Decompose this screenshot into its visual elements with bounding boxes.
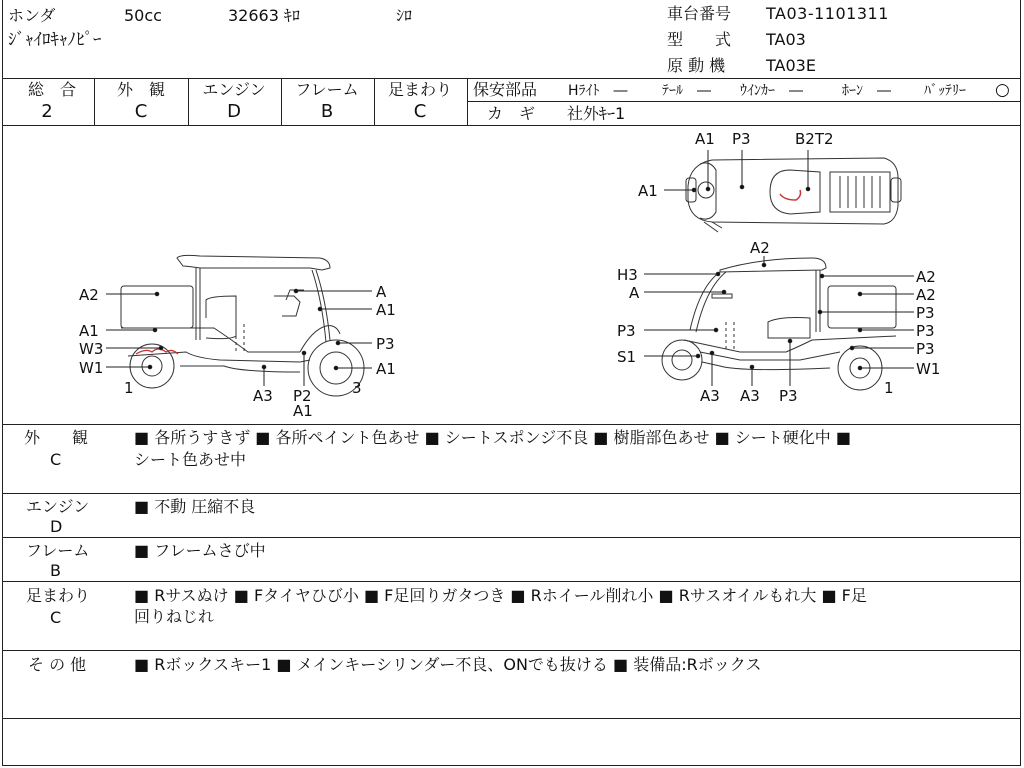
model-name: ｼﾞｬｲﾛｷｬﾉﾋﾟｰ	[8, 30, 102, 50]
remark-text-suspension-2: 回りねじれ	[134, 607, 215, 626]
grade-sep-3	[281, 78, 282, 125]
engine-value: TA03E	[766, 56, 816, 75]
mileage: 32663 ｷﾛ	[228, 6, 300, 25]
callout-right-p3-bottom: P3	[779, 387, 798, 405]
remark-label-suspension: 足まわり	[26, 586, 91, 605]
callout-right-a3-2: A3	[740, 387, 760, 405]
callout-right-p3-3: P3	[916, 340, 935, 358]
damage-diagram	[0, 126, 1024, 424]
callout-top-p3: P3	[732, 130, 751, 148]
left-side-view	[121, 255, 364, 396]
callout-left-a1-wheel: A1	[376, 360, 396, 378]
grade-label-engine: エンジン	[202, 80, 266, 99]
maker: ホンダ	[8, 6, 56, 25]
type-label: 型 式	[667, 30, 732, 49]
callout-left-1: 1	[124, 379, 134, 397]
callout-right-a3-1: A3	[700, 387, 720, 405]
remarks-line-4	[2, 650, 1021, 651]
callout-left-a1: A1	[79, 322, 99, 340]
remarks-line-5	[2, 718, 1021, 719]
right-view-callouts	[644, 256, 914, 386]
safety-headlight: Hﾗｲﾄ ―	[568, 83, 628, 99]
callout-right-p3-2: P3	[916, 322, 935, 340]
grade-value-suspension: C	[413, 101, 427, 122]
remark-text-suspension-1: ■ Rサスぬけ ■ Fタイヤひび小 ■ F足回りガタつき ■ Rホイール削れ小 ■ Rサスオイルもれ大 ■ F足	[134, 586, 867, 605]
callout-left-w3: W3	[79, 340, 104, 358]
right-side-view	[662, 258, 896, 390]
frame-no: TA03-1101311	[766, 4, 889, 23]
remark-text-other: ■ Rボックスキー1 ■ メインキーシリンダー不良、ONでも抜ける ■ 装備品:Rボックス	[134, 655, 762, 674]
safety-winker: ｳｲﾝｶｰ ―	[740, 83, 803, 99]
callout-left-p3: P3	[376, 335, 395, 353]
callout-right-s1: S1	[617, 348, 637, 366]
grade-value-exterior: C	[134, 101, 148, 122]
remark-grade-frame: B	[50, 561, 61, 580]
remarks-line-1	[2, 493, 1021, 494]
callout-right-h3: H3	[617, 266, 638, 284]
safety-divider	[467, 101, 1021, 102]
key-value: 社外ｷｰ1	[567, 104, 626, 123]
callout-right-a2-2: A2	[916, 286, 936, 304]
remark-text-engine: ■ 不動 圧縮不良	[134, 497, 256, 516]
callout-right-1: 1	[884, 379, 894, 397]
callout-left-a1-bottom: A1	[293, 402, 313, 420]
callout-left-a: A	[376, 283, 387, 301]
callout-top-a1-left: A1	[638, 182, 658, 200]
grade-label-exterior: 外 観	[116, 80, 165, 99]
safety-label: 保安部品	[473, 80, 538, 99]
safety-taillight: ﾃｰﾙ ―	[662, 83, 711, 99]
grade-label-suspension: 足まわり	[387, 80, 452, 99]
callout-right-w1: W1	[916, 360, 941, 378]
remark-label-engine: エンジン	[26, 497, 90, 516]
grade-label-overall: 総 合	[27, 80, 76, 99]
remark-label-exterior: 外 観	[24, 428, 89, 447]
callout-right-p3: P3	[617, 322, 636, 340]
safety-horn: ﾎｰﾝ ―	[842, 83, 891, 99]
remark-grade-exterior: C	[50, 450, 62, 469]
frame-no-label: 車台番号	[667, 4, 732, 23]
callout-right-a: A	[629, 284, 640, 302]
remarks-line-2	[2, 537, 1021, 538]
grade-label-frame: フレーム	[295, 80, 359, 99]
safety-battery: ﾊﾞｯﾃﾘｰ	[924, 83, 966, 99]
remark-text-exterior-2: シート色あせ中	[134, 450, 247, 469]
callout-right-a2-1: A2	[916, 268, 936, 286]
displacement: 50cc	[124, 6, 162, 25]
grade-value-overall: 2	[41, 101, 53, 122]
grade-value-engine: D	[227, 101, 241, 122]
callout-left-w1: W1	[79, 359, 104, 377]
callout-top-b2t2: B2T2	[795, 130, 834, 148]
engine-label: 原 動 機	[667, 56, 726, 75]
top-view	[686, 158, 901, 232]
grade-sep-2	[188, 78, 189, 125]
grade-sep-1	[94, 78, 95, 125]
callout-left-a2: A2	[79, 286, 99, 304]
callout-left-3: 3	[352, 379, 362, 397]
remark-text-exterior-1: ■ 各所うすきず ■ 各所ペイント色あせ ■ シートスポンジ不良 ■ 樹脂部色あせ ■ シート硬化中 ■	[134, 428, 852, 447]
remark-label-other: そ の 他	[28, 655, 87, 674]
color: ｼﾛ	[396, 6, 413, 25]
remark-grade-suspension: C	[50, 608, 62, 627]
callout-left-a1-seat: A1	[376, 301, 396, 319]
callout-left-p2: P2	[293, 387, 312, 405]
grade-sep-4	[374, 78, 375, 125]
battery-ok-mark: ○	[995, 80, 1010, 100]
remarks-line-3	[2, 581, 1021, 582]
type-value: TA03	[766, 30, 806, 49]
remark-grade-engine: D	[50, 517, 63, 536]
grade-value-frame: B	[320, 101, 334, 122]
key-label: カ ギ	[487, 104, 536, 123]
remarks-top-line	[2, 424, 1021, 425]
grade-sep-5	[467, 78, 468, 125]
callout-top-a1: A1	[695, 130, 715, 148]
callout-right-p3-1: P3	[916, 304, 935, 322]
callout-left-a3: A3	[253, 387, 273, 405]
remark-text-frame: ■ フレームさび中	[134, 541, 266, 560]
remark-label-frame: フレーム	[26, 541, 90, 560]
left-view-callouts	[106, 289, 372, 386]
grade-top-line	[2, 78, 1021, 79]
callout-right-a2-top: A2	[750, 239, 770, 257]
